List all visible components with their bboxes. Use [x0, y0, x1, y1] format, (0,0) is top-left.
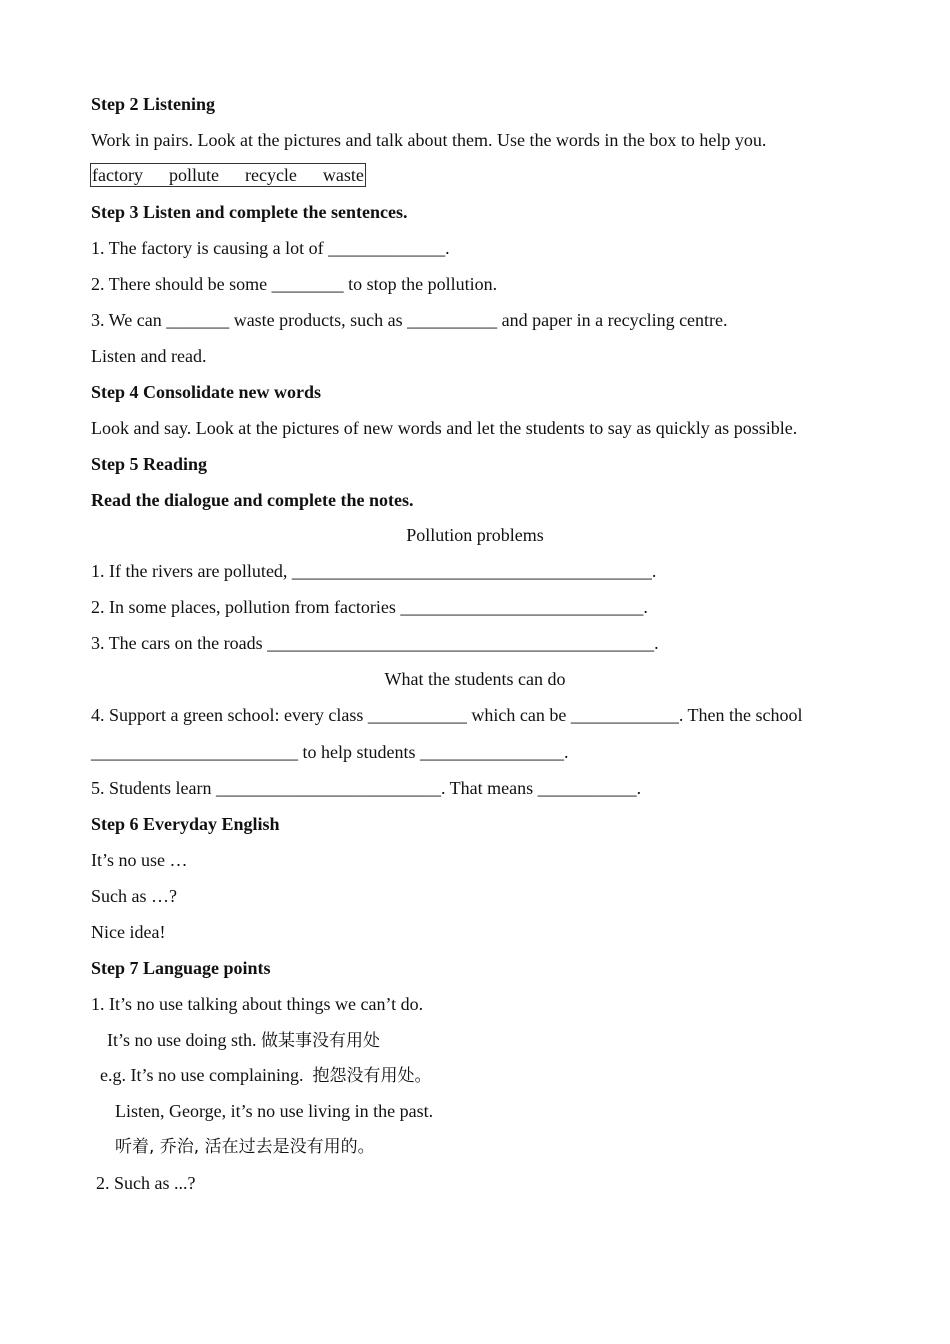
step2-instruction: Work in pairs. Look at the pictures and talk about them. Use the words in the box to help you. [91, 130, 767, 150]
step3-item: 2. There should be some ________ to stop the pollution. [91, 274, 498, 294]
listen-and-read: Listen and read. [91, 346, 207, 366]
pattern-zh: 做某事没有用处 [261, 1031, 381, 1051]
notes-item: 3. The cars on the roads ___________________________________________. [91, 633, 659, 653]
language-point-2: 2. Such as ...? [96, 1173, 196, 1193]
notes-item-4-line1: 4. Support a green school: every class ___________ which can be ____________. Then the school [91, 705, 803, 725]
section-title-students-can-do: What the students can do [384, 669, 566, 689]
example-en: e.g. It’s no use complaining. [100, 1065, 304, 1085]
step6-heading: Step 6 Everyday English [91, 814, 280, 834]
step5-subheading: Read the dialogue and complete the notes. [91, 490, 414, 510]
step5-heading: Step 5 Reading [91, 454, 208, 474]
word-box [90, 163, 366, 187]
language-point-1: 1. It’s no use talking about things we can’t do. [91, 994, 424, 1014]
word-box-item: factory [92, 165, 143, 185]
step3-item: 3. We can _______ waste products, such as __________ and paper in a recycling centre. [91, 310, 728, 330]
notes-item: 1. If the rivers are polluted, ________________________________________. [91, 561, 657, 581]
pattern-line [107, 1029, 380, 1052]
step7-heading: Step 7 Language points [91, 958, 271, 978]
everyday-phrase: Such as …? [91, 886, 177, 906]
notes-item-5: 5. Students learn _________________________. That means ___________. [91, 778, 642, 798]
word-box-item: waste [322, 165, 364, 185]
section-title-pollution-problems: Pollution problems [406, 525, 544, 545]
step4-text: Look and say. Look at the pictures of new words and let the students to say as quickly as possible. [91, 418, 798, 438]
everyday-phrase: It’s no use … [91, 850, 188, 870]
step4-heading: Step 4 Consolidate new words [91, 382, 322, 402]
word-box-item: pollute [168, 165, 219, 185]
example2-en: Listen, George, it’s no use living in the past. [115, 1101, 434, 1121]
notes-item-4-line2: _______________________ to help students ________________. [91, 742, 569, 762]
example2-zh: 听着, 乔治, 活在过去是没有用的。 [115, 1137, 375, 1157]
notes-item: 2. In some places, pollution from factories ___________________________. [91, 597, 648, 617]
pattern-en: It’s no use doing sth. [107, 1030, 257, 1050]
everyday-phrase: Nice idea! [91, 922, 166, 942]
example-zh: 抱怨没有用处。 [312, 1066, 432, 1086]
step2-heading: Step 2 Listening [91, 94, 216, 114]
step3-item: 1. The factory is causing a lot of _____________. [91, 238, 450, 258]
step3-heading: Step 3 Listen and complete the sentences. [91, 202, 408, 222]
word-box-item: recycle [244, 165, 297, 185]
example-line [100, 1064, 431, 1087]
